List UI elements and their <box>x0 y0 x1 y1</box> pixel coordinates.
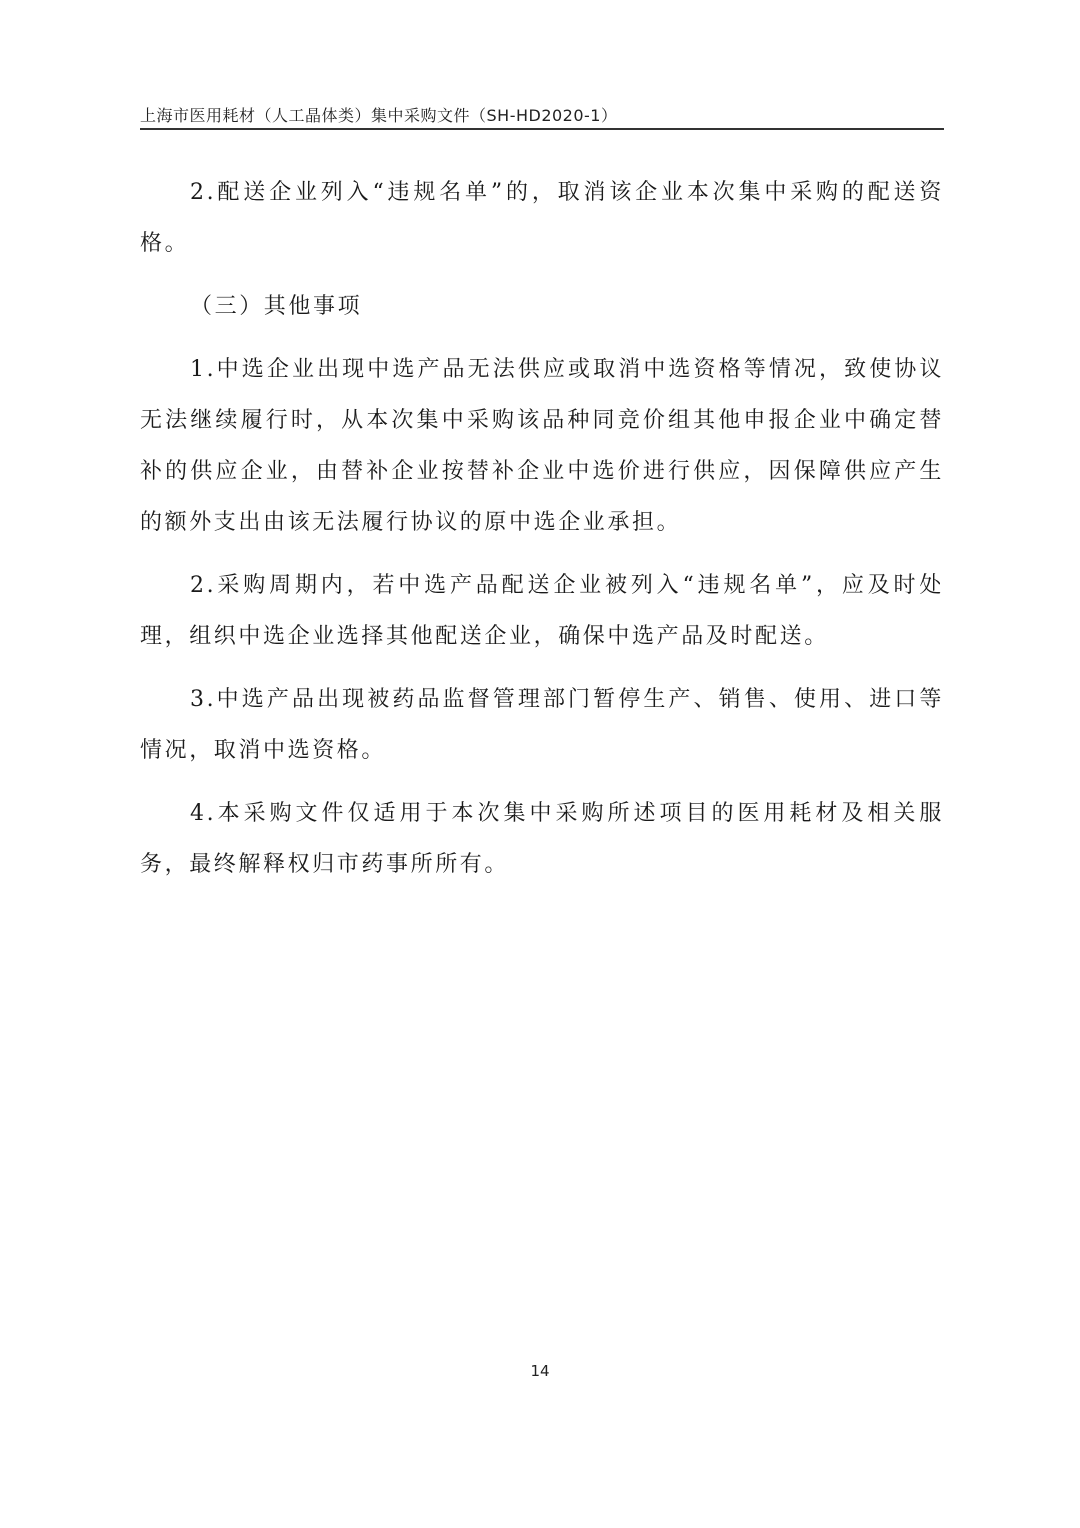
header-divider <box>140 128 944 130</box>
document-header: 上海市医用耗材（人工晶体类）集中采购文件（SH-HD2020-1） <box>140 106 618 125</box>
section-heading-other-matters: （三）其他事项 <box>190 294 363 319</box>
paragraph-scope-interpretation: 4.本采购文件仅适用于本次集中采购所述项目的医用耗材及相关服务，最终解释权归市药事所所有。 <box>140 801 944 877</box>
paragraph-supply-failure: 1.中选企业出现中选产品无法供应或取消中选资格等情况，致使协议无法继续履行时，从本次集中采购该品种同竞价组其他申报企业中确定替补的供应企业，由替补企业按替补企业中选价进行供应，因保障供应产生的额外支出由该无法履行协议的原中选企业承担。 <box>140 357 944 535</box>
paragraph-distributor-violation: 2.配送企业列入“违规名单”的，取消该企业本次集中采购的配送资格。 <box>140 180 944 256</box>
document-body <box>140 167 944 902</box>
page-number: 14 <box>530 1362 550 1380</box>
paragraph-regulatory-suspension: 3.中选产品出现被药品监督管理部门暂停生产、销售、使用、进口等情况，取消中选资格。 <box>140 687 944 763</box>
paragraph-procurement-period: 2.采购周期内，若中选产品配送企业被列入“违规名单”，应及时处理，组织中选企业选择其他配送企业，确保中选产品及时配送。 <box>140 573 944 649</box>
